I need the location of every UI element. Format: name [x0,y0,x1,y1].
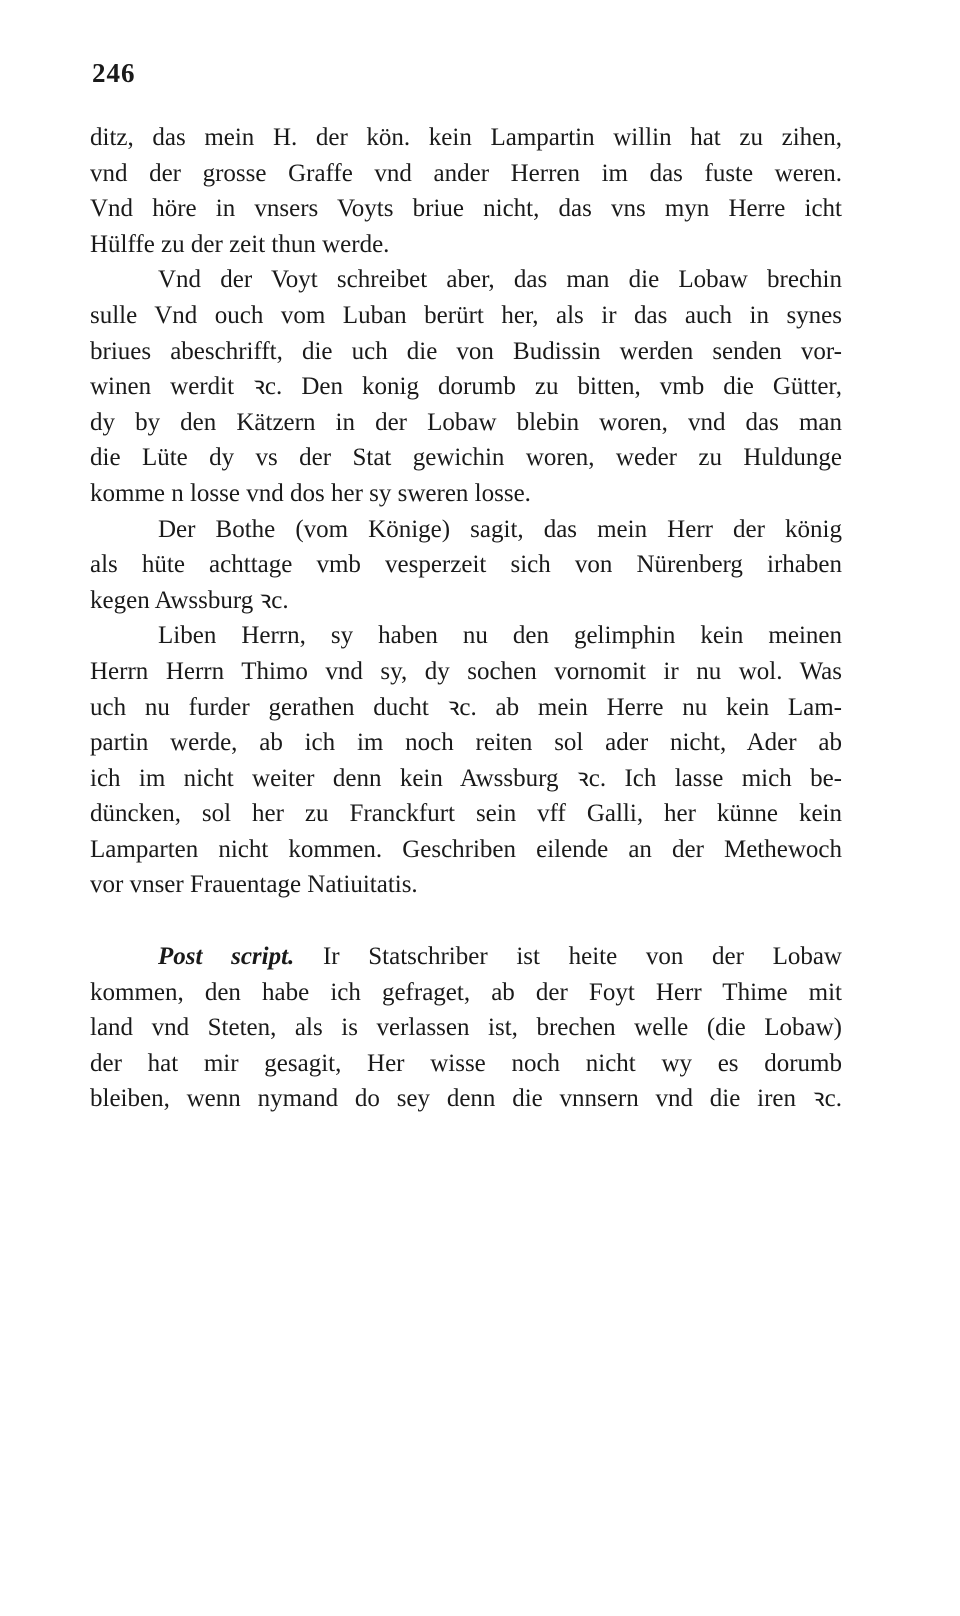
paragraph-gap [90,903,842,939]
page-number: 246 [92,58,136,88]
postscript-first-line-text: Ir Statschriber ist heite von der Lobaw [294,943,842,971]
text-line: düncken, sol her zu Franckfurt sein vff Galli, her künne kein [90,800,842,828]
text-line: als hüte achttage vmb vesperzeit sich von Nürenberg irhaben [90,551,842,579]
text-line: land vnd Steten, als is verlassen ist, brechen welle (die Lobaw) [90,1014,842,1042]
paragraph-2 [90,262,842,511]
text-line: Lamparten nicht kommen. Geschriben eilende an der Methewoch [90,835,842,863]
text-line: vor vnser Frauentage Natiuitatis. [90,871,418,899]
text-line: Der Bothe (vom Könige) sagit, das mein Herr der könig [158,515,842,543]
text-line: ich im nicht weiter denn kein Awssburg ꝛc. Ich lasse mich be- [90,764,842,792]
text-line: ditz, das mein H. der kön. kein Lampartin willin hat zu zihen, [90,124,842,151]
text-line: Hülffe zu der zeit thun werde. [90,230,390,258]
text-line: partin werde, ab ich im noch reiten sol ader nicht, Ader ab [90,729,842,757]
text-line: kegen Awssburg ꝛc. [90,586,289,614]
text-line: komme n losse vnd dos her sy sweren losse. [90,479,531,507]
text-line: winen werdit ꝛc. Den konig dorumb zu bitten, vmb die Gütter, [90,373,842,401]
body-text [90,120,842,1117]
text-line: bleiben, wenn nymand do sey denn die vnnsern vnd die iren ꝛc. [90,1085,842,1113]
text-line: briues abeschrifft, die uch die von Budissin werden senden vor- [90,337,842,365]
text-line: sulle Vnd ouch vom Luban berürt her, als ir das auch in synes [90,301,842,329]
text-line: Vnd höre in vnsers Voyts briue nicht, das vns myn Herre icht [90,195,842,223]
text-line: Liben Herrn, sy haben nu den gelimphin kein meinen [158,622,842,650]
text-line: der hat mir gesagit, Her wisse noch nicht wy es dorumb [90,1049,842,1077]
text-line: dy by den Kätzern in der Lobaw blebin woren, vnd das man [90,408,842,436]
postscript-first-line [90,939,842,975]
postscript [90,939,842,1117]
text-line: Herrn Herrn Thimo vnd sy, dy sochen vornomit ir nu wol. Was [90,657,842,685]
text-line: uch nu furder gerathen ducht ꝛc. ab mein Herre nu kein Lam- [90,693,842,721]
text-line: vnd der grosse Graffe vnd ander Herren im das fuste weren. [90,159,842,187]
text-line: die Lüte dy vs der Stat gewichin woren, weder zu Huldunge [90,444,842,472]
paragraph-4 [90,618,842,903]
paragraph-1 [90,120,842,262]
paragraph-3 [90,512,842,619]
text-line: Vnd der Voyt schreibet aber, das man die Lobaw brechin [158,266,842,294]
postscript-label: Post script. [158,943,295,971]
text-line: kommen, den habe ich gefraget, ab der Foyt Herr Thime mit [90,978,842,1006]
